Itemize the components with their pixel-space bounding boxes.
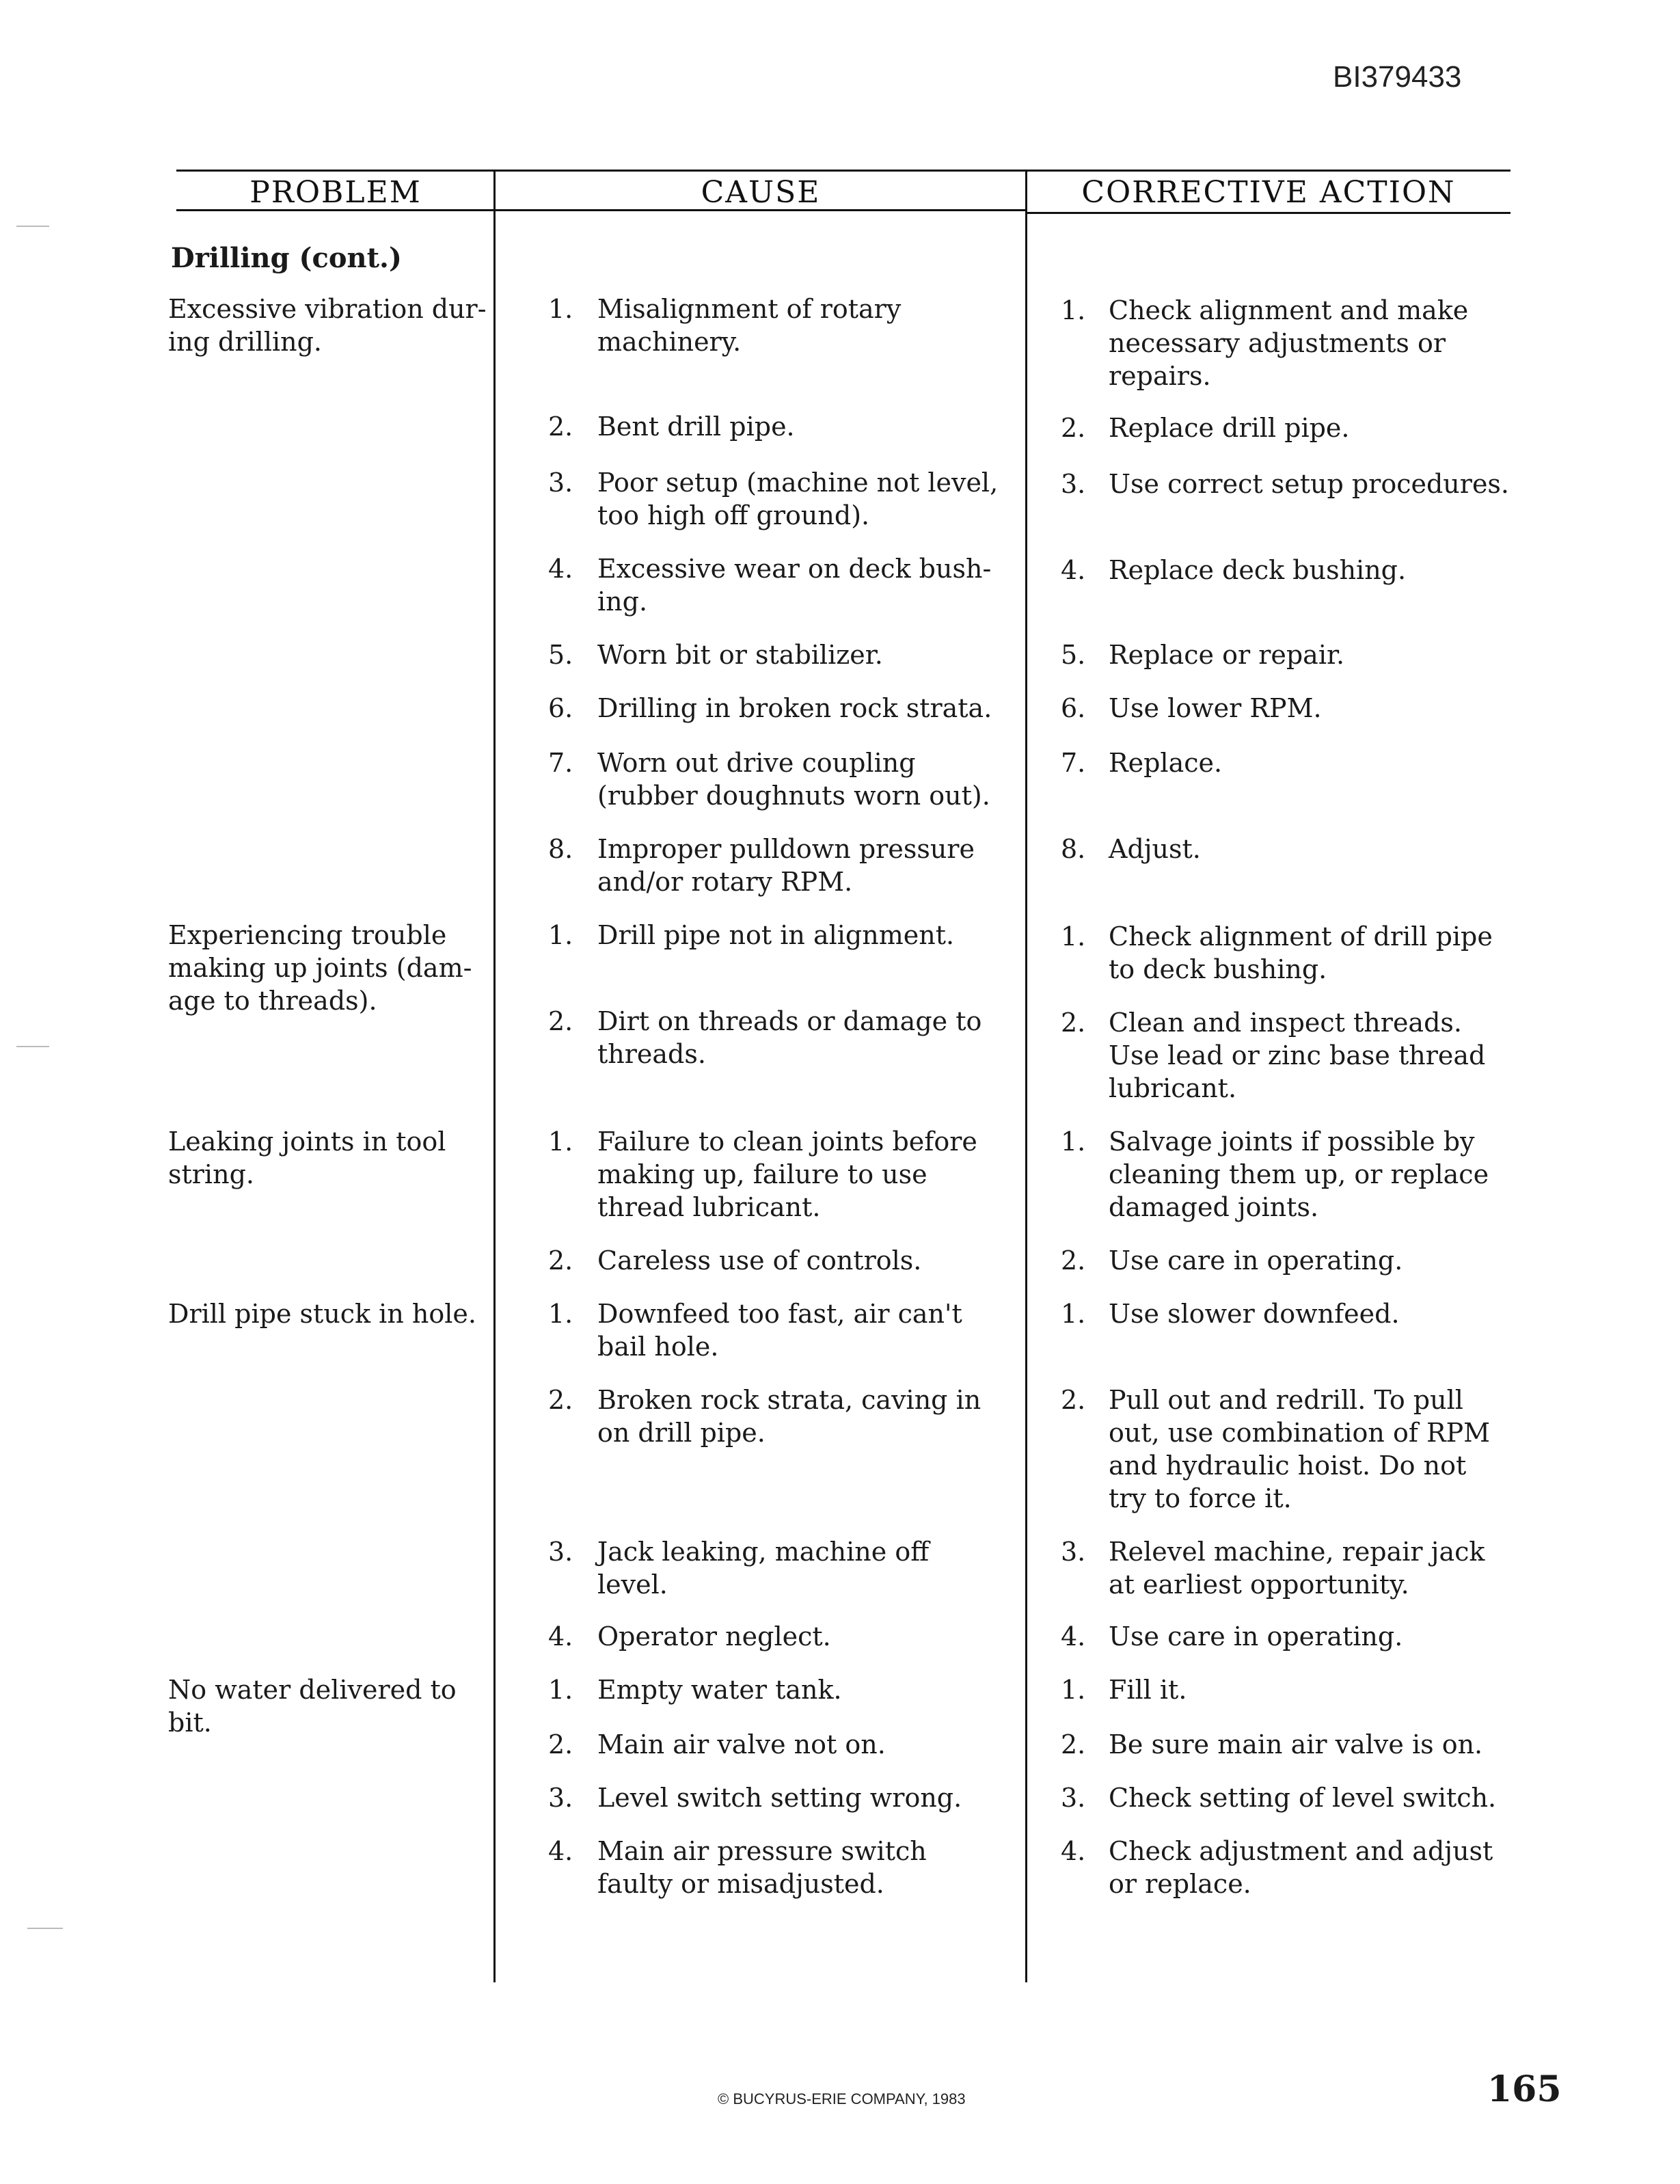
cause-number: 1. — [548, 920, 573, 950]
action-number: 4. — [1061, 1621, 1086, 1652]
cause-number: 6. — [548, 693, 573, 723]
action-text: Clean and inspect threads. Use lead or zinc base thread lubricant. — [1109, 1008, 1486, 1103]
action-text: Salvage joints if possible by cleaning them up, or replace damaged joints. — [1109, 1127, 1489, 1222]
action-text: Use slower downfeed. — [1109, 1299, 1400, 1329]
problem-text: Drill pipe stuck in hole. — [168, 1299, 476, 1329]
cause-number: 5. — [548, 640, 573, 670]
action-text: Check alignment and make necessary adjustments or repairs. — [1109, 295, 1469, 391]
section-title-text: Drilling — [171, 242, 290, 274]
action-number: 1. — [1061, 1127, 1086, 1157]
action-text: Check adjustment and adjust or replace. — [1109, 1836, 1493, 1899]
cause-text: Jack leaking, machine off level. — [597, 1537, 930, 1600]
cause-number: 1. — [548, 294, 573, 324]
column-divider-left — [493, 170, 496, 1982]
cause-number: 2. — [548, 1385, 573, 1415]
cause-number: 2. — [548, 1729, 573, 1760]
cause-number: 2. — [548, 412, 573, 442]
action-number: 4. — [1061, 1836, 1086, 1866]
cause-number: 3. — [548, 468, 573, 498]
cause-number: 4. — [548, 1621, 573, 1652]
cause-text: Empty water tank. — [597, 1675, 842, 1705]
cause-number: 4. — [548, 554, 573, 584]
table-top-rule — [176, 170, 1510, 172]
action-number: 3. — [1061, 1783, 1086, 1813]
margin-mark — [27, 1928, 63, 1929]
cause-number: 3. — [548, 1783, 573, 1813]
header-corrective-action: CORRECTIVE ACTION — [1081, 175, 1456, 210]
margin-mark — [16, 1046, 49, 1047]
action-number: 1. — [1061, 1675, 1086, 1705]
action-text: Be sure main air valve is on. — [1109, 1729, 1483, 1760]
cause-text: Poor setup (machine not level, too high off ground). — [597, 468, 999, 530]
cause-number: 2. — [548, 1006, 573, 1036]
problem-text: Excessive vibration dur- ing drilling. — [168, 294, 487, 357]
page-number: 165 — [1487, 2068, 1562, 2110]
cause-text: Operator neglect. — [597, 1621, 831, 1652]
cause-number: 1. — [548, 1675, 573, 1705]
cause-text: Drill pipe not in alignment. — [597, 920, 955, 950]
cause-text: Improper pulldown pressure and/or rotary RPM. — [597, 834, 975, 897]
cause-text: Downfeed too fast, air can't bail hole. — [597, 1299, 962, 1362]
action-text: Use lower RPM. — [1109, 693, 1322, 723]
problem-text: No water delivered to bit. — [168, 1675, 457, 1738]
cause-number: 3. — [548, 1537, 573, 1567]
action-text: Adjust. — [1109, 834, 1201, 864]
cause-number: 1. — [548, 1127, 573, 1157]
action-number: 2. — [1061, 1245, 1086, 1276]
action-text: Use correct setup procedures. — [1109, 469, 1510, 499]
action-number: 3. — [1061, 469, 1086, 499]
problem-text: Leaking joints in tool string. — [168, 1127, 446, 1189]
cause-text: Broken rock strata, caving in on drill pipe. — [597, 1385, 981, 1448]
cause-number: 8. — [548, 834, 573, 864]
action-number: 3. — [1061, 1537, 1086, 1567]
action-text: Replace drill pipe. — [1109, 413, 1350, 443]
action-text: Check setting of level switch. — [1109, 1783, 1497, 1813]
action-text: Fill it. — [1109, 1675, 1187, 1705]
action-text: Replace or repair. — [1109, 640, 1345, 670]
cause-text: Failure to clean joints before making up, failure to use thread lubricant. — [597, 1127, 977, 1222]
document-id: BI379433 — [1333, 60, 1462, 94]
action-number: 7. — [1061, 748, 1086, 778]
action-number: 2. — [1061, 413, 1086, 443]
header-problem: PROBLEM — [249, 175, 422, 210]
action-text: Replace. — [1109, 748, 1223, 778]
action-text: Check alignment of drill pipe to deck bushing. — [1109, 921, 1493, 984]
cause-text: Level switch setting wrong. — [597, 1783, 962, 1813]
section-title-suffix: (cont.) — [299, 242, 402, 274]
action-number: 1. — [1061, 295, 1086, 325]
action-number: 8. — [1061, 834, 1086, 864]
header-bottom-rule-right — [1027, 212, 1510, 214]
action-number: 2. — [1061, 1729, 1086, 1760]
action-number: 1. — [1061, 921, 1086, 952]
header-cause: CAUSE — [701, 175, 821, 210]
cause-text: Misalignment of rotary machinery. — [597, 294, 902, 357]
action-number: 5. — [1061, 640, 1086, 670]
column-divider-right — [1025, 170, 1027, 1982]
margin-mark — [16, 226, 49, 227]
action-text: Pull out and redrill. To pull out, use combination of RPM and hydraulic hoist. Do not try to force it. — [1109, 1385, 1491, 1513]
cause-text: Worn out drive coupling (rubber doughnuts worn out). — [597, 748, 990, 811]
action-number: 2. — [1061, 1385, 1086, 1415]
action-number: 4. — [1061, 555, 1086, 585]
action-number: 1. — [1061, 1299, 1086, 1329]
action-text: Use care in operating. — [1109, 1245, 1403, 1276]
cause-text: Main air valve not on. — [597, 1729, 886, 1760]
cause-number: 4. — [548, 1836, 573, 1866]
action-text: Use care in operating. — [1109, 1621, 1403, 1652]
cause-text: Dirt on threads or damage to threads. — [597, 1006, 982, 1069]
action-text: Relevel machine, repair jack at earliest opportunity. — [1109, 1537, 1485, 1600]
cause-number: 2. — [548, 1245, 573, 1276]
cause-number: 7. — [548, 748, 573, 778]
cause-text: Drilling in broken rock strata. — [597, 693, 992, 723]
problem-text: Experiencing trouble making up joints (dam- age to threads). — [168, 920, 472, 1016]
cause-text: Excessive wear on deck bush- ing. — [597, 554, 992, 617]
cause-number: 1. — [548, 1299, 573, 1329]
action-number: 2. — [1061, 1008, 1086, 1038]
action-text: Replace deck bushing. — [1109, 555, 1407, 585]
action-number: 6. — [1061, 693, 1086, 723]
section-title — [171, 242, 402, 274]
cause-text: Main air pressure switch faulty or misadjusted. — [597, 1836, 927, 1899]
cause-text: Bent drill pipe. — [597, 412, 795, 442]
copyright-footer: © BUCYRUS-ERIE COMPANY, 1983 — [718, 2090, 966, 2107]
cause-text: Worn bit or stabilizer. — [597, 640, 883, 670]
cause-text: Careless use of controls. — [597, 1245, 922, 1276]
